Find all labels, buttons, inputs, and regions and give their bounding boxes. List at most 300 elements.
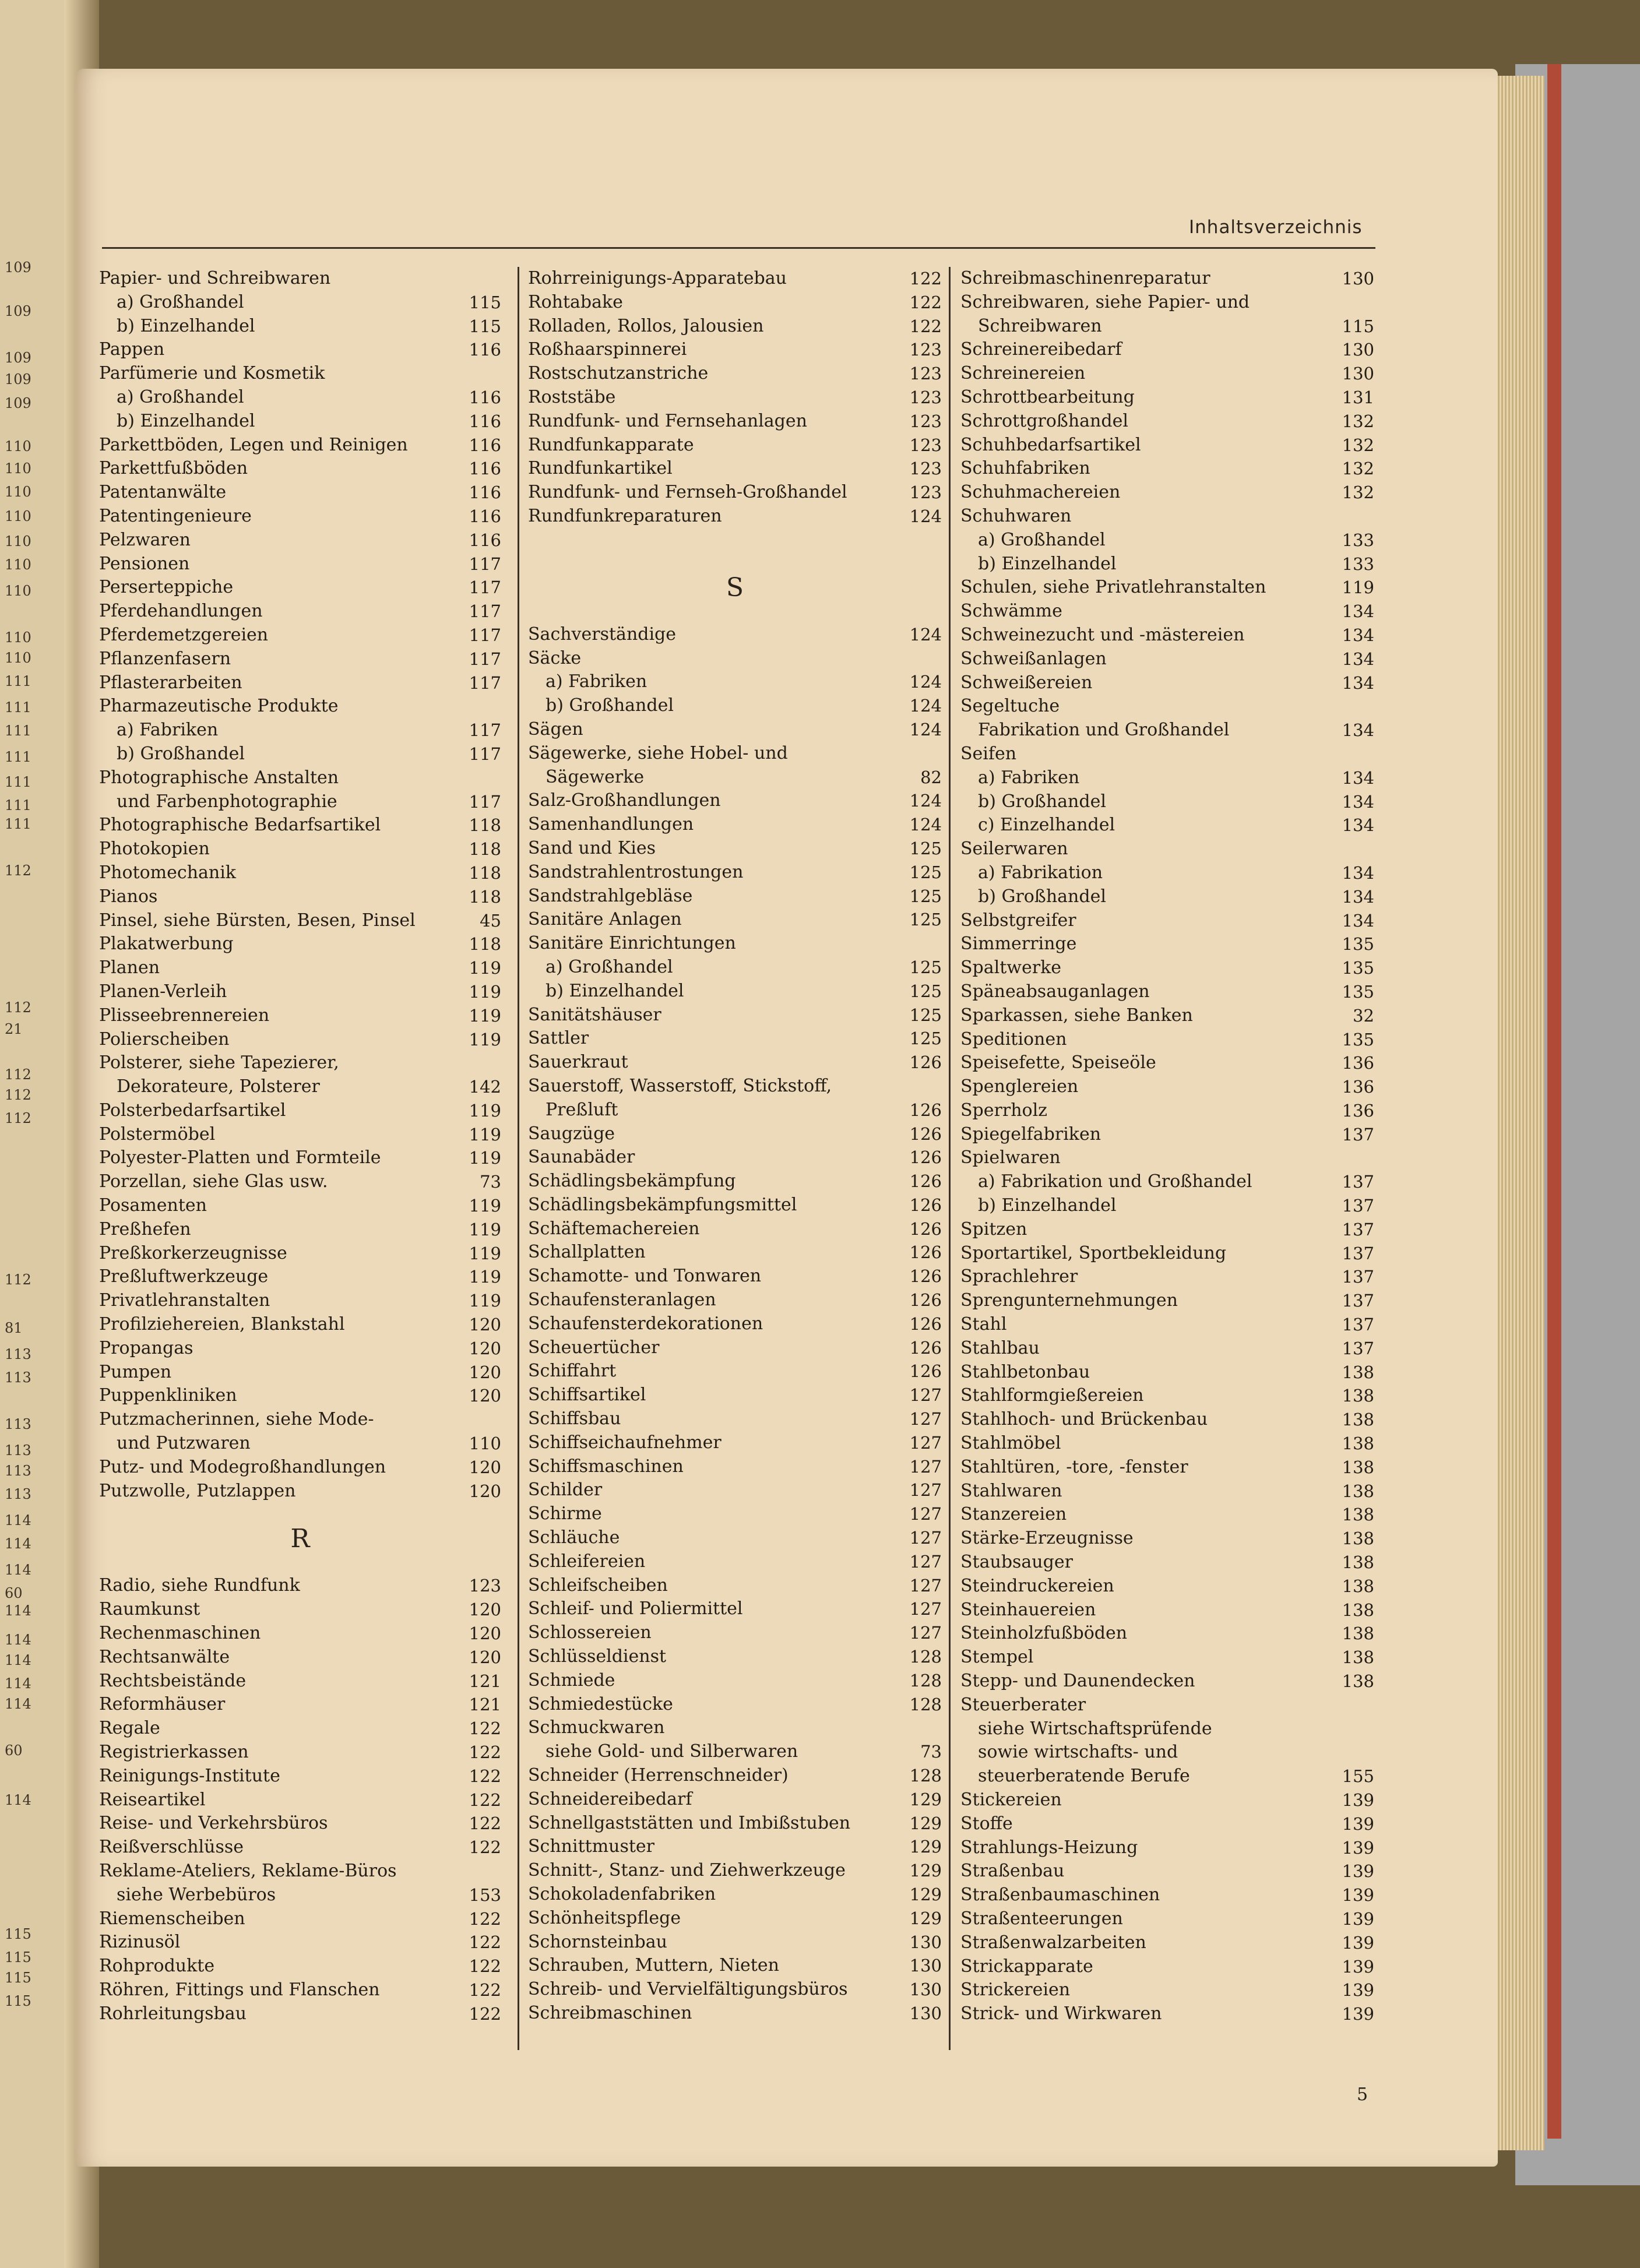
entry-page-number: 130 [909, 1932, 942, 1952]
index-entry [960, 790, 1374, 814]
entry-term-continuation: Dekorateure, Polsterer [117, 1076, 320, 1097]
entry-page-number: 125 [909, 1005, 942, 1025]
index-entry [960, 766, 1374, 790]
entry-page-number: 138 [1342, 1671, 1374, 1692]
index-entry [99, 1384, 501, 1408]
index-entry [99, 505, 501, 529]
margin-page-number: 114 [5, 1562, 31, 1578]
entry-term: Saugzüge [528, 1123, 615, 1144]
index-entry [528, 315, 942, 339]
entry-page-number: 129 [909, 1789, 942, 1809]
entry-term: Stahlmöbel [960, 1433, 1061, 1454]
entry-term: Schnitt-, Stanz- und Ziehwerkzeuge [528, 1860, 846, 1881]
entry-term: Regale [99, 1718, 160, 1739]
index-entry [528, 861, 942, 885]
entry-page-number: 127 [909, 1551, 942, 1572]
index-entry [960, 1955, 1374, 1979]
entry-page-number: 134 [1342, 672, 1374, 693]
entry-page-number: 119 [469, 1029, 501, 1050]
entry-term: Stahlformgießereien [960, 1385, 1144, 1406]
index-entry [99, 291, 501, 315]
index-column-1 [99, 267, 501, 2026]
entry-page-number: 118 [469, 815, 501, 836]
entry-term: Selbstgreifer [960, 910, 1076, 931]
entry-page-number: 120 [469, 1386, 501, 1406]
index-entry [960, 671, 1374, 695]
entry-term: Perserteppiche [99, 577, 234, 598]
entry-page-number: 119 [469, 1243, 501, 1263]
margin-page-number: 112 [5, 999, 31, 1016]
index-entry [99, 624, 501, 647]
entry-page-number: 124 [909, 506, 942, 526]
index-entry [960, 1384, 1374, 1408]
index-entry [99, 1693, 501, 1717]
margin-page-number: 111 [5, 749, 31, 765]
entry-term: Registrierkassen [99, 1742, 249, 1763]
entry-term: a) Großhandel [117, 291, 244, 312]
margin-page-number: 113 [5, 1369, 31, 1386]
entry-term: Photomechanik [99, 862, 236, 883]
entry-page-number: 126 [909, 1052, 942, 1073]
index-entry [960, 837, 1374, 861]
entry-page-number: 119 [469, 1124, 501, 1144]
left-page-margin-numbers [0, 0, 35, 2268]
index-entry [960, 1004, 1374, 1028]
margin-page-number: 115 [5, 1970, 31, 1986]
entry-page-number: 129 [909, 1837, 942, 1857]
index-entry [99, 338, 501, 362]
entry-page-number: 139 [1342, 1837, 1374, 1858]
entry-page-number: 73 [480, 1172, 501, 1192]
entry-page-number: 126 [909, 1195, 942, 1215]
entry-page-number: 139 [1342, 1861, 1374, 1882]
index-entry [528, 1478, 942, 1502]
margin-page-number: 113 [5, 1486, 31, 1502]
index-entry [528, 1075, 942, 1122]
index-entry [528, 932, 942, 956]
entry-term: Schleif- und Poliermittel [528, 1598, 743, 1619]
index-entry [528, 1954, 942, 1978]
index-entry [99, 837, 501, 861]
index-entry [99, 1670, 501, 1693]
index-entry [99, 909, 501, 933]
entry-page-number: 127 [909, 1385, 942, 1406]
index-entry [528, 1502, 942, 1526]
entry-term: Photokopien [99, 839, 210, 860]
index-entry [99, 434, 501, 457]
index-entry [960, 552, 1374, 576]
entry-page-number: 125 [909, 957, 942, 977]
index-entry [528, 1835, 942, 1859]
index-entry [960, 861, 1374, 885]
entry-page-number: 127 [909, 1599, 942, 1619]
index-entry [99, 1408, 501, 1456]
index-entry [99, 671, 501, 695]
entry-term: a) Fabriken [978, 767, 1080, 788]
entry-page-number: 126 [909, 1124, 942, 1144]
entry-term: Rundfunkartikel [528, 458, 673, 479]
entry-term: Parfümerie und Kosmetik [99, 363, 325, 384]
index-entry [960, 2002, 1374, 2026]
entry-term-continuation: siehe Gold- und Silberwaren [546, 1741, 798, 1762]
entry-term: Sauerkraut [528, 1052, 628, 1073]
entry-page-number: 122 [469, 1932, 501, 1953]
index-entry [960, 1337, 1374, 1361]
entry-term: Straßenbaumaschinen [960, 1885, 1160, 1906]
entry-page-number: 130 [1342, 340, 1374, 360]
entry-term: Speditionen [960, 1029, 1067, 1050]
index-entry [528, 362, 942, 386]
entry-term: Stahlbau [960, 1337, 1040, 1358]
index-entry [528, 1716, 942, 1764]
entry-term: Radio, siehe Rundfunk [99, 1575, 300, 1596]
entry-page-number: 126 [909, 1218, 942, 1239]
entry-term-continuation: Sägewerke [546, 766, 645, 787]
index-entry [960, 956, 1374, 980]
index-entry [99, 457, 501, 481]
entry-page-number: 139 [1342, 2004, 1374, 2024]
entry-term: Schreinereibedarf [960, 339, 1122, 360]
entry-page-number: 132 [1342, 411, 1374, 431]
entry-page-number: 117 [469, 577, 501, 598]
entry-term: Putz- und Modegroßhandlungen [99, 1456, 386, 1477]
entry-page-number: 122 [909, 316, 942, 336]
index-entry [528, 1288, 942, 1312]
entry-page-number: 133 [1342, 530, 1374, 550]
entry-term: Sandstrahlgebläse [528, 885, 693, 906]
index-entry [99, 956, 501, 980]
entry-term: Sanitäre Anlagen [528, 909, 682, 930]
index-entry [528, 1669, 942, 1693]
entry-page-number: 117 [469, 720, 501, 741]
entry-page-number: 126 [909, 1337, 942, 1358]
index-entry [99, 552, 501, 576]
entry-term: Schirme [528, 1503, 602, 1524]
index-entry [960, 1289, 1374, 1313]
margin-page-number: 114 [5, 1675, 31, 1692]
margin-page-number: 115 [5, 1926, 31, 1942]
index-entry [528, 1859, 942, 1883]
index-entry [528, 1597, 942, 1621]
entry-page-number: 122 [909, 292, 942, 312]
index-entry [99, 1598, 501, 1622]
entry-term: Stärke-Erzeugnisse [960, 1528, 1134, 1549]
entry-page-number: 130 [1342, 269, 1374, 288]
index-entry [960, 1194, 1374, 1218]
entry-page-number: 122 [469, 1742, 501, 1763]
index-entry [528, 1217, 942, 1241]
column-divider [949, 267, 951, 2050]
entry-term: Schönheitspflege [528, 1907, 681, 1928]
entry-page-number: 126 [909, 1361, 942, 1382]
index-entry [960, 1099, 1374, 1123]
entry-page-number: 135 [1342, 981, 1374, 1002]
entry-page-number: 117 [469, 744, 501, 764]
entry-term: Steuerberater [960, 1694, 1086, 1715]
entry-term: Spenglereien [960, 1076, 1079, 1097]
entry-term: Pharmazeutische Produkte [99, 696, 339, 717]
index-entry [528, 1883, 942, 1907]
index-entry [960, 1883, 1374, 1907]
entry-term: Patentingenieure [99, 505, 252, 526]
entry-term-continuation: und Farbenphotographie [117, 791, 337, 812]
entry-page-number: 126 [909, 1242, 942, 1263]
index-column-3 [960, 267, 1374, 2026]
entry-term: Steindruckereien [960, 1575, 1114, 1596]
entry-term: Späneabsauganlagen [960, 981, 1150, 1002]
entry-term: Sägen [528, 719, 583, 739]
entry-term: Roßhaarspinnerei [528, 339, 687, 360]
entry-page-number: 116 [469, 483, 501, 503]
entry-term: Sperrholz [960, 1100, 1047, 1121]
page-header: Inhaltsverzeichnis [1189, 217, 1363, 238]
entry-page-number: 118 [469, 934, 501, 955]
entry-term: Sparkassen, siehe Banken [960, 1005, 1193, 1026]
entry-page-number: 138 [1342, 1386, 1374, 1406]
entry-term: Sportartikel, Sportbekleidung [960, 1242, 1227, 1263]
margin-page-number: 110 [5, 629, 31, 646]
entry-term: b) Großhandel [546, 695, 674, 716]
entry-page-number: 119 [1342, 577, 1374, 598]
entry-page-number: 138 [1342, 1647, 1374, 1668]
entry-term: Schmiedestücke [528, 1693, 673, 1714]
index-entry [99, 885, 501, 909]
entry-term: Stahl [960, 1314, 1007, 1335]
entry-page-number: 119 [469, 1148, 501, 1168]
entry-page-number: 119 [469, 1005, 501, 1026]
entry-page-number: 116 [469, 411, 501, 431]
book-cover-edge [1547, 64, 1561, 2139]
entry-page-number: 134 [1342, 791, 1374, 812]
entry-page-number: 122 [469, 1980, 501, 2000]
page-number: 5 [1357, 2084, 1368, 2105]
entry-term: Rohrleitungsbau [99, 2003, 247, 2024]
entry-page-number: 125 [909, 1029, 942, 1049]
margin-page-number: 111 [5, 774, 31, 790]
index-entry [528, 1383, 942, 1407]
entry-term-continuation: Schreibwaren [978, 315, 1102, 336]
margin-page-number: 112 [5, 1110, 31, 1126]
entry-page-number: 110 [469, 1434, 501, 1454]
margin-page-number: 113 [5, 1346, 31, 1362]
entry-term: Pumpen [99, 1361, 172, 1382]
index-entry [528, 813, 942, 837]
entry-term: c) Einzelhandel [978, 815, 1115, 836]
entry-page-number: 134 [1342, 886, 1374, 907]
entry-term: Spielwaren [960, 1147, 1061, 1168]
entry-term: Pianos [99, 886, 158, 907]
entry-term: Polsterbedarfsartikel [99, 1100, 286, 1121]
margin-page-number: 21 [5, 1021, 23, 1037]
index-entry [99, 1194, 501, 1218]
entry-page-number: 136 [1342, 1053, 1374, 1073]
entry-term: Schleifscheiben [528, 1575, 668, 1596]
entry-term: Rechenmaschinen [99, 1623, 261, 1644]
entry-page-number: 130 [909, 2003, 942, 2023]
entry-term: Reformhäuser [99, 1694, 226, 1715]
entry-page-number: 124 [909, 815, 942, 835]
entry-term: Schiffsbau [528, 1408, 621, 1429]
index-entry [960, 338, 1374, 362]
entry-term: Schilder [528, 1480, 603, 1501]
index-entry [99, 1646, 501, 1670]
entry-page-number: 120 [469, 1338, 501, 1358]
entry-page-number: 137 [1342, 1338, 1374, 1358]
entry-page-number: 120 [469, 1481, 501, 1501]
entry-term: Schaufensterdekorationen [528, 1313, 763, 1334]
index-entry [960, 434, 1374, 457]
margin-page-number: 110 [5, 650, 31, 666]
entry-term: Parkettfußböden [99, 458, 248, 479]
entry-term: Spiegelfabriken [960, 1124, 1101, 1144]
index-entry [960, 1931, 1374, 1955]
entry-page-number: 139 [1342, 1980, 1374, 2001]
margin-page-number: 113 [5, 1416, 31, 1432]
index-entry [99, 315, 501, 339]
entry-page-number: 82 [920, 767, 942, 787]
index-entry [528, 1051, 942, 1075]
index-entry [960, 267, 1374, 291]
index-entry [960, 1907, 1374, 1931]
index-entry [960, 1527, 1374, 1551]
entry-term: Photographische Bedarfsartikel [99, 815, 381, 836]
entry-term: Schreibwaren, siehe Papier- und [960, 291, 1250, 312]
index-entry [960, 362, 1374, 386]
entry-page-number: 115 [469, 316, 501, 336]
entry-term: Steinholzfußböden [960, 1623, 1128, 1644]
entry-term: Schlüsseldienst [528, 1646, 667, 1667]
margin-page-number: 60 [5, 1585, 23, 1601]
index-entry [960, 600, 1374, 624]
entry-term: b) Einzelhandel [978, 1195, 1117, 1216]
entry-page-number: 124 [909, 672, 942, 692]
entry-term-continuation: Fabrikation und Großhandel [978, 720, 1230, 741]
margin-page-number: 112 [5, 1087, 31, 1103]
entry-page-number: 121 [469, 1671, 501, 1691]
entry-page-number: 116 [469, 459, 501, 479]
entry-page-number: 124 [909, 696, 942, 716]
index-entry [99, 766, 501, 814]
index-entry [528, 1574, 942, 1598]
index-entry [99, 1361, 501, 1385]
index-entry [528, 1146, 942, 1170]
entry-term: Schreib- und Vervielfältigungsbüros [528, 1979, 848, 2000]
index-entry [960, 457, 1374, 481]
margin-page-number: 114 [5, 1792, 31, 1808]
entry-page-number: 137 [1342, 1172, 1374, 1192]
index-entry [960, 386, 1374, 410]
margin-page-number: 112 [5, 1272, 31, 1288]
entry-term: Pensionen [99, 553, 190, 574]
entry-term: Seifen [960, 743, 1017, 764]
entry-page-number: 125 [909, 838, 942, 858]
entry-term-continuation: Preßluft [546, 1099, 618, 1120]
index-entry [99, 980, 501, 1004]
entry-term: Schneider (Herrenschneider) [528, 1765, 789, 1786]
entry-term: a) Großhandel [117, 386, 244, 407]
entry-term: Schweißereien [960, 672, 1093, 693]
index-entry [528, 742, 942, 790]
entry-page-number: 116 [469, 340, 501, 360]
entry-term: Rundfunk- und Fernsehanlagen [528, 410, 807, 431]
entry-page-number: 126 [909, 1147, 942, 1168]
index-entry [960, 1551, 1374, 1575]
entry-term: Pelzwaren [99, 529, 191, 550]
entry-term: Sattler [528, 1028, 589, 1049]
index-entry [528, 694, 942, 718]
entry-term: Schornsteinbau [528, 1931, 667, 1952]
index-entry [528, 1645, 942, 1669]
index-entry [99, 1812, 501, 1836]
entry-term: Stahlbetonbau [960, 1361, 1090, 1382]
margin-page-number: 109 [5, 371, 31, 388]
entry-term: Rundfunkreparaturen [528, 505, 722, 526]
entry-term: Schnittmuster [528, 1836, 655, 1857]
entry-page-number: 138 [1342, 1434, 1374, 1454]
index-entry [960, 1788, 1374, 1812]
entry-term: Simmerringe [960, 934, 1077, 955]
entry-term: Puppenkliniken [99, 1385, 237, 1406]
entry-term: Parkettböden, Legen und Reinigen [99, 434, 408, 455]
entry-term: Planen [99, 957, 160, 978]
index-entry [99, 600, 501, 624]
entry-page-number: 116 [469, 387, 501, 407]
entry-term: Pinsel, siehe Bürsten, Besen, Pinsel [99, 910, 416, 931]
entry-page-number: 153 [469, 1885, 501, 1905]
index-entry [960, 505, 1374, 529]
index-entry [99, 647, 501, 671]
index-entry [960, 1812, 1374, 1836]
entry-term: Schweinezucht und -mästereien [960, 624, 1245, 645]
index-entry [960, 1170, 1374, 1194]
margin-page-number: 114 [5, 1696, 31, 1712]
entry-page-number: 125 [909, 862, 942, 882]
entry-page-number: 135 [1342, 934, 1374, 955]
index-entry [99, 1099, 501, 1123]
entry-term: Schuhmachereien [960, 482, 1121, 503]
index-entry [99, 1954, 501, 1978]
index-entry [99, 1004, 501, 1028]
index-entry [960, 1646, 1374, 1670]
index-entry [960, 576, 1374, 600]
entry-term: Straßenbau [960, 1861, 1065, 1882]
entry-page-number: 118 [469, 839, 501, 860]
index-entry [528, 1170, 942, 1193]
margin-page-number: 109 [5, 395, 31, 411]
index-entry [960, 742, 1374, 766]
index-entry [528, 2002, 942, 2026]
index-entry [528, 1336, 942, 1360]
index-entry [528, 885, 942, 908]
entry-term: Schallplatten [528, 1242, 646, 1263]
entry-term: Schmuckwaren [528, 1717, 665, 1738]
index-entry [960, 1123, 1374, 1147]
entry-term: Pferdemetzgereien [99, 624, 269, 645]
entry-term: Schlossereien [528, 1622, 652, 1643]
index-entry [99, 1788, 501, 1812]
entry-term: Salz-Großhandlungen [528, 790, 721, 811]
entry-term: Rundfunkapparate [528, 434, 694, 455]
index-entry [99, 1242, 501, 1266]
entry-page-number: 117 [469, 649, 501, 669]
entry-term: Plisseebrennereien [99, 1005, 270, 1026]
entry-page-number: 133 [1342, 554, 1374, 574]
entry-page-number: 136 [1342, 1100, 1374, 1121]
index-entry [960, 813, 1374, 837]
entry-page-number: 126 [909, 1290, 942, 1311]
index-entry [99, 1574, 501, 1598]
entry-page-number: 139 [1342, 1932, 1374, 1953]
